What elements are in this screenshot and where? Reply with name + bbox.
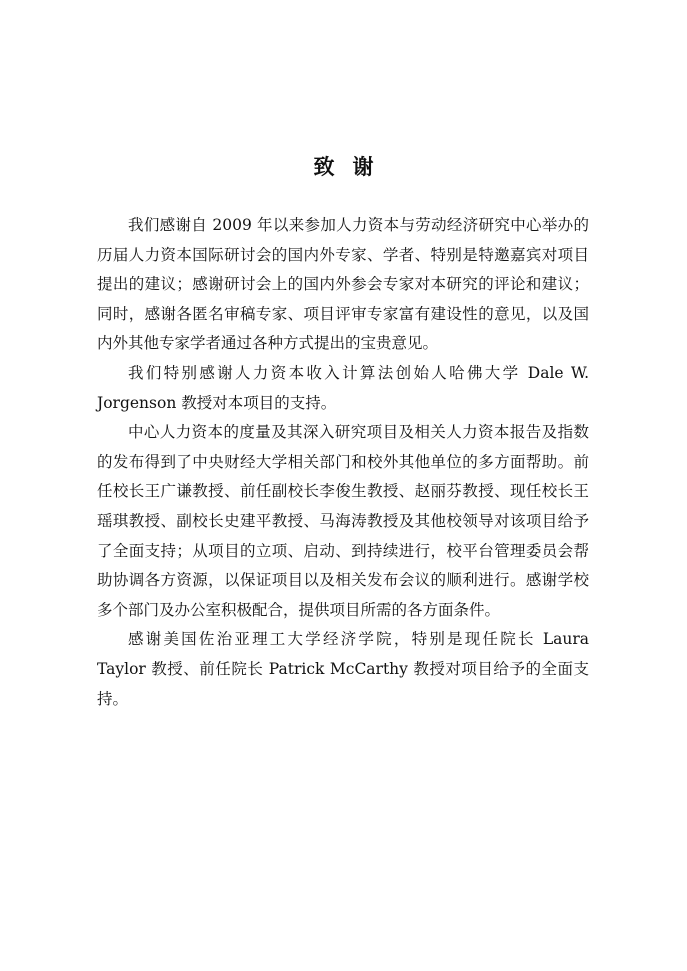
acknowledgement-body [97,211,589,714]
paragraph-4: 感谢美国佐治亚理工大学经济学院，特别是现任院长 Laura Taylor 教授、前任院长 Patrick McCarthy 教授对项目给予的全面支持。 [97,630,589,708]
paragraph-1: 我们感谢自 2009 年以来参加人力资本与劳动经济研究中心举办的历届人力资本国际研讨会的国内外专家、学者、特别是特邀嘉宾对项目提出的建议；感谢研讨会上的国内外参会专家对本研究的评论和建议；同时，感谢各匿名审稿专家、项目评审专家富有建设性的意见，以及国内外其他专家学者通过各种方式提出的宝贵意见。 [97,216,589,353]
page-title [0,150,687,184]
page-title-char-1: 致 [313,154,335,179]
paragraph-2: 我们特别感谢人力资本收入计算法创始人哈佛大学 Dale W. Jorgenson 教授对本项目的支持。 [97,363,589,412]
paragraph-3: 中心人力资本的度量及其深入研究项目及相关人力资本报告及指数的发布得到了中央财经大学相关部门和校外其他单位的多方面帮助。前任校长王广谦教授、前任副校长李俊生教授、赵丽芬教授、现任校长王瑶琪教授、副校长史建平教授、马海涛教授及其他校领导对该项目给予了全面支持；从项目的立项、启动、到持续进行，校平台管理委员会帮助协调各方资源，以保证项目以及相关发布会议的顺利进行。感谢学校多个部门及办公室积极配合，提供项目所需的各方面条件。 [97,423,589,619]
page-title-char-2: 谢 [352,154,374,179]
